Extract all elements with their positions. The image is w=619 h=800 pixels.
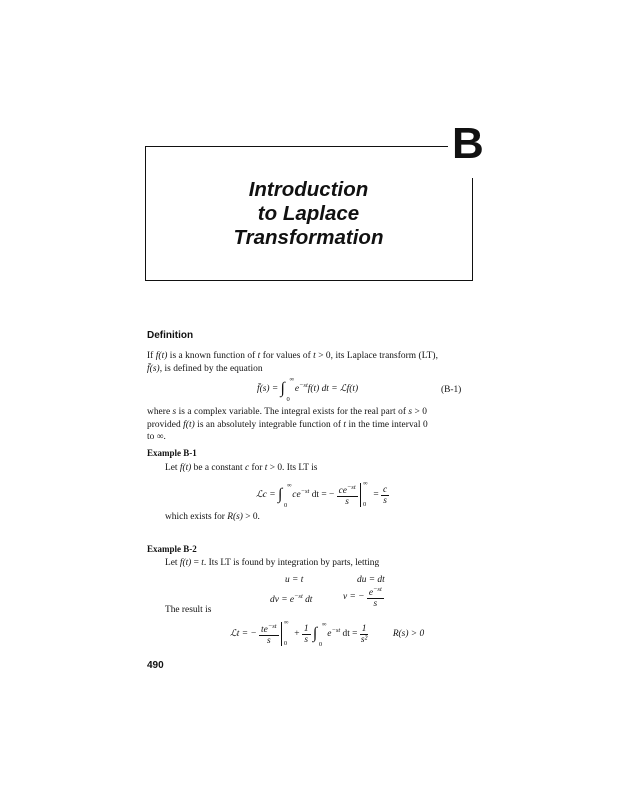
- eq-condition: R(s) > 0: [392, 629, 425, 640]
- fraction-numerator: c: [382, 484, 388, 495]
- explanation-line-2: [147, 419, 475, 432]
- chapter-frame-right-rule: [472, 178, 473, 281]
- eq-dt: dt =: [340, 629, 360, 640]
- text-run: If: [147, 351, 156, 361]
- eq-exponent: −st: [300, 488, 310, 496]
- chapter-frame-top-rule: [145, 146, 448, 147]
- integral-sign: ∫ ∞ 0: [277, 482, 292, 510]
- evaluation-bar: [281, 619, 292, 648]
- eq-result-fraction: [360, 624, 369, 645]
- result-label: The result is: [165, 605, 212, 615]
- substitution-v: [343, 585, 384, 609]
- substitution-du: du = dt: [357, 575, 385, 585]
- example-b1-statement: [165, 462, 317, 474]
- integral-lower-limit: 0: [318, 641, 323, 649]
- text-run: where: [147, 407, 173, 417]
- eq-lhs: ℒc =: [256, 490, 278, 501]
- text-run: is an absolutely integrable function of: [194, 419, 344, 430]
- eq-integrand: ce: [292, 490, 301, 501]
- text-run: which exists for: [165, 512, 228, 522]
- eq-plus: +: [294, 629, 302, 640]
- math-run: c: [244, 463, 250, 473]
- text-run: Let: [165, 463, 180, 473]
- math-run: f(t): [179, 558, 192, 568]
- chapter-title-line-3: Transformation: [233, 226, 384, 249]
- math-run: t: [201, 558, 204, 568]
- eq-integrand: e: [294, 384, 300, 395]
- example-b2-heading: Example B-2: [147, 544, 197, 554]
- math-run: t: [264, 463, 268, 473]
- math-run: f(t): [155, 351, 168, 361]
- math-run: t: [257, 351, 261, 361]
- math-run: s: [172, 407, 177, 417]
- chapter-letter: B: [452, 119, 484, 168]
- evaluation-upper: ∞: [363, 480, 368, 488]
- text-run: for values of: [260, 351, 314, 361]
- math-run: f(t): [183, 419, 195, 430]
- evaluation-lower: 0: [283, 640, 288, 648]
- example-b2-statement: [165, 557, 379, 569]
- integral-lower-limit: 0: [283, 502, 288, 510]
- evaluation-lower: 0: [363, 501, 367, 509]
- eq-fraction: [367, 585, 384, 609]
- explanation-line-3: to ∞.: [147, 432, 166, 443]
- text-run: is a complex variable. The integral exists for the real part of: [176, 407, 409, 417]
- text-run: , is defined by the equation: [159, 363, 263, 374]
- math-run: f̄(s): [147, 363, 160, 374]
- integral-upper-limit: ∞: [321, 621, 327, 629]
- integral-sign: ∫ ∞ 0: [280, 376, 295, 403]
- text-run: is a known function of: [167, 351, 258, 361]
- text-run: in the time interval 0: [346, 419, 428, 430]
- fraction-denominator: s²: [360, 634, 368, 645]
- integral-upper-limit: ∞: [289, 376, 295, 383]
- substitution-dv: [270, 593, 312, 605]
- fraction-numerator: e: [368, 588, 374, 599]
- math-run: dv = e: [270, 595, 295, 606]
- text-run: > 0: [412, 407, 427, 417]
- eq-result-fraction: [381, 485, 389, 506]
- math-run: v = −: [343, 592, 365, 603]
- evaluation-upper: ∞: [283, 619, 289, 627]
- eq-rest: f(t) dt = ℒf(t): [307, 384, 359, 395]
- eq-exponent: −st: [294, 593, 303, 600]
- fraction-denominator: s: [304, 634, 309, 645]
- evaluation-bar: [360, 480, 371, 509]
- text-run: for: [249, 463, 265, 473]
- text-run: > 0.: [242, 512, 260, 522]
- eq-equals: =: [373, 490, 381, 501]
- eq-fraction: [302, 624, 311, 645]
- definition-intro: [147, 350, 475, 375]
- definition-intro-line-1: [147, 350, 475, 363]
- eq-exponent: −st: [299, 382, 308, 390]
- math-run: f(t): [179, 463, 192, 473]
- eq-lhs: f̄(s) =: [257, 384, 281, 395]
- integral-upper-limit: ∞: [286, 482, 292, 490]
- math-run: dt: [302, 595, 313, 606]
- eq-lhs: ℒt = −: [230, 629, 257, 640]
- integral-lower-limit: 0: [286, 396, 290, 403]
- fraction-numerator: te: [261, 625, 268, 636]
- example-b1-heading: Example B-1: [147, 448, 197, 458]
- fraction-denominator: s: [266, 636, 271, 647]
- math-run: s: [408, 407, 413, 417]
- fraction-numerator: 1: [361, 623, 367, 634]
- eq-integrand: e: [327, 629, 332, 640]
- equation-example-b1: [256, 480, 389, 510]
- text-run: > 0. Its LT is: [267, 463, 318, 473]
- eq-fraction: [337, 483, 358, 507]
- page-number: 490: [147, 660, 164, 671]
- text-run: . Its LT is found by integration by parts, letting: [203, 558, 380, 568]
- section-heading: Definition: [147, 330, 194, 341]
- eq-exponent: −st: [331, 627, 341, 635]
- eq-dt: dt = −: [309, 490, 335, 501]
- text-run: > 0, its Laplace transform (LT),: [315, 351, 438, 361]
- math-run: t: [343, 419, 347, 430]
- definition-explanation: [147, 406, 475, 444]
- chapter-title: [145, 178, 472, 250]
- text-run: Let: [165, 558, 180, 568]
- text-run: provided: [147, 419, 184, 430]
- chapter-frame-bottom-rule: [145, 280, 472, 281]
- fraction-numerator: 1: [303, 623, 309, 634]
- chapter-title-line-2: to Laplace: [257, 202, 360, 225]
- eq-fraction: [259, 622, 279, 646]
- text-run: =: [191, 558, 202, 568]
- equation-example-b2-result: [230, 619, 425, 649]
- math-run: R(s): [227, 512, 243, 522]
- chapter-title-line-1: Introduction: [248, 178, 369, 201]
- example-b1-condition: [165, 511, 260, 523]
- fraction-denominator: s: [373, 599, 378, 610]
- substitution-u: u = t: [285, 575, 304, 585]
- text-run: be a constant: [191, 463, 245, 473]
- math-run: t: [313, 351, 316, 361]
- integral-sign: ∫ ∞ 0: [312, 621, 327, 649]
- fraction-numerator: ce: [338, 486, 347, 497]
- explanation-line-1: [147, 406, 475, 419]
- definition-intro-line-2: [147, 363, 475, 376]
- equation-number-b1: (B-1): [441, 385, 462, 395]
- fraction-denominator: s: [345, 497, 349, 508]
- fraction-denominator: s: [383, 495, 387, 506]
- fraction-exponent: −st: [267, 623, 277, 630]
- fraction-exponent: −st: [346, 484, 356, 491]
- equation-b1: [257, 376, 359, 403]
- fraction-exponent: −st: [373, 586, 382, 593]
